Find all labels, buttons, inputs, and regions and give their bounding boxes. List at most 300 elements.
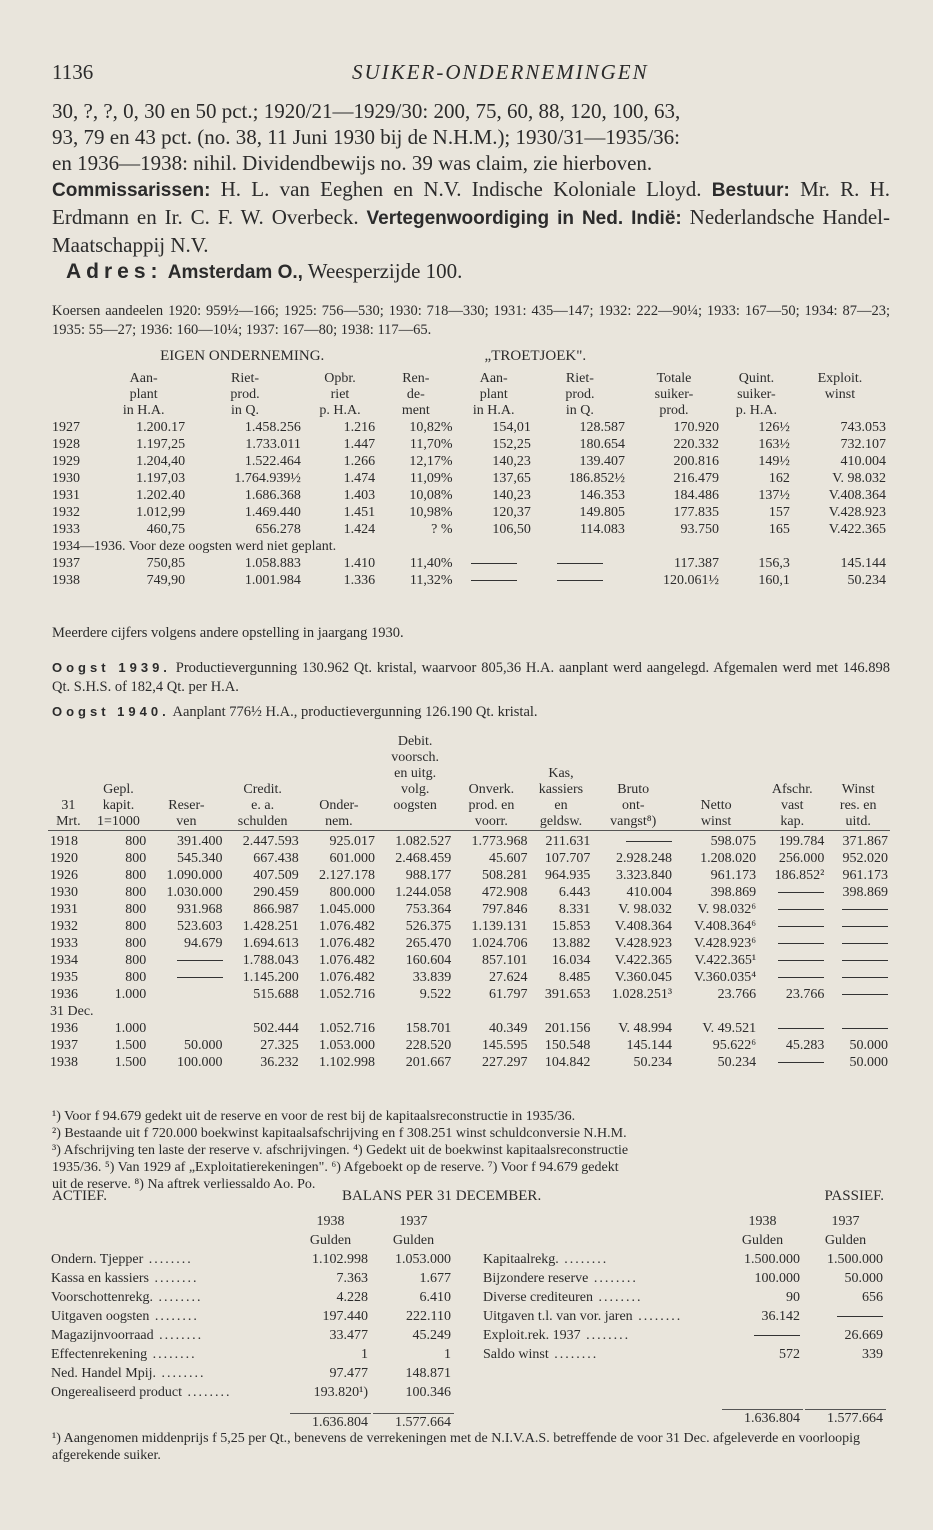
table-cell: 398.869 bbox=[842, 885, 888, 900]
balance-value: 26.669 bbox=[844, 1328, 883, 1343]
column-header: en bbox=[554, 798, 568, 813]
table-cell bbox=[758, 918, 826, 935]
table-cell bbox=[826, 986, 890, 1003]
table-cell: 391.653 bbox=[544, 987, 591, 1002]
leader-dots: ........ bbox=[147, 1347, 197, 1362]
table-cell bbox=[533, 572, 627, 589]
balance-row bbox=[48, 1308, 454, 1325]
table-cell: 1.076.482 bbox=[319, 953, 376, 968]
table-cell: 1.145.200 bbox=[242, 970, 299, 985]
balance-row bbox=[48, 1270, 454, 1287]
table-cell: 1932 bbox=[52, 505, 80, 520]
column-header: e. a. bbox=[251, 798, 275, 813]
table-cell: 1.090.000 bbox=[166, 868, 223, 883]
table-cell: 145.144 bbox=[840, 556, 886, 571]
column-header: Riet- prod. in Q. bbox=[565, 371, 595, 418]
table-cell: 1.424 bbox=[343, 522, 376, 537]
table-cell: 508.281 bbox=[482, 868, 528, 883]
balance-row bbox=[480, 1270, 886, 1287]
column-header bbox=[592, 750, 674, 766]
table-cell: 1.208.020 bbox=[700, 851, 757, 866]
table-cell: V. 98.032 bbox=[832, 471, 886, 486]
table-cell bbox=[455, 555, 533, 572]
dash-rule bbox=[778, 977, 824, 978]
leader-dots: ........ bbox=[558, 1252, 609, 1267]
column-header: kap. bbox=[780, 814, 805, 829]
leader-dots: ........ bbox=[580, 1328, 631, 1343]
table-cell: 1.522.464 bbox=[244, 454, 301, 469]
table-cell: 36.232 bbox=[260, 1055, 299, 1070]
table-cell: 165 bbox=[768, 522, 790, 537]
table-cell bbox=[826, 969, 890, 986]
table-cell: 1.000 bbox=[114, 1021, 147, 1036]
table-cell: 1.024.706 bbox=[471, 936, 528, 951]
table-cell: 866.987 bbox=[253, 902, 299, 917]
table-cell: V.422.365 bbox=[828, 522, 886, 537]
table-row bbox=[48, 986, 890, 1003]
column-header bbox=[674, 766, 758, 782]
table-cell: 27.624 bbox=[489, 970, 528, 985]
table-cell: 526.375 bbox=[405, 919, 452, 934]
table-cell: 107.707 bbox=[544, 851, 591, 866]
balance-value bbox=[722, 1327, 803, 1344]
table-cell: 1.500 bbox=[114, 1055, 147, 1070]
column-header: Mrt. bbox=[56, 814, 81, 829]
table-cell: 140,23 bbox=[492, 488, 531, 503]
table-cell: 11,40% bbox=[409, 556, 453, 571]
table-cell: 797.846 bbox=[482, 902, 528, 917]
balance-label: Magazijnvoorraad ........ bbox=[51, 1328, 204, 1343]
table-cell: 128.587 bbox=[579, 420, 625, 435]
table-row bbox=[48, 1054, 890, 1071]
table-cell: 126½ bbox=[758, 420, 790, 435]
table-cell: 1.045.000 bbox=[319, 902, 376, 917]
table-cell: 12,17% bbox=[409, 454, 453, 469]
dash-rule bbox=[177, 977, 223, 978]
column-header bbox=[48, 734, 89, 750]
table-cell: 186.852² bbox=[774, 868, 825, 883]
column-header bbox=[758, 766, 826, 782]
column-header: uitd. bbox=[845, 814, 871, 829]
balance-value: 33.477 bbox=[329, 1328, 368, 1343]
column-header: Reser- bbox=[168, 798, 205, 813]
balance-label: Ned. Handel Mpij. ........ bbox=[51, 1366, 206, 1381]
table-cell: 410.004 bbox=[840, 454, 886, 469]
table-cell: 2.468.459 bbox=[395, 851, 452, 866]
balance-value: 1 bbox=[361, 1347, 368, 1362]
column-header bbox=[592, 766, 674, 782]
column-header: Netto bbox=[700, 798, 732, 813]
column-header bbox=[225, 750, 301, 766]
column-header: ont- bbox=[621, 798, 645, 813]
column-header bbox=[592, 734, 674, 750]
leader-dots: ........ bbox=[632, 1309, 683, 1324]
table-cell: 154,01 bbox=[492, 420, 531, 435]
balance-value: 572 bbox=[779, 1347, 800, 1362]
leader-dots: ........ bbox=[588, 1271, 638, 1286]
column-header bbox=[826, 750, 890, 766]
table-cell: 50.234 bbox=[633, 1055, 673, 1070]
dash-rule bbox=[837, 1316, 883, 1317]
column-header bbox=[301, 734, 377, 750]
table-cell: 137,65 bbox=[492, 471, 531, 486]
table-cell: 201.667 bbox=[405, 1055, 452, 1070]
table-cell: 211.631 bbox=[545, 834, 591, 849]
table-cell: 1.403 bbox=[343, 488, 376, 503]
table-cell: 23.766 bbox=[785, 987, 825, 1002]
table-cell: 114.083 bbox=[579, 522, 625, 537]
table-row bbox=[50, 453, 888, 470]
table-cell: 460,75 bbox=[146, 522, 186, 537]
table-cell: 800 bbox=[125, 970, 147, 985]
table-cell: 1.773.968 bbox=[471, 834, 528, 849]
column-header bbox=[89, 734, 149, 750]
table-cell: 227.297 bbox=[482, 1055, 528, 1070]
table-cell: 1.410 bbox=[343, 556, 376, 571]
adres-city: Amsterdam O., bbox=[167, 262, 303, 283]
financial-table bbox=[48, 734, 890, 1071]
table-cell bbox=[455, 572, 533, 589]
table-cell: 523.603 bbox=[177, 919, 223, 934]
dash-rule bbox=[842, 960, 888, 961]
table-row bbox=[50, 555, 888, 572]
table-cell: 23.766 bbox=[717, 987, 757, 1002]
table-cell: 162 bbox=[768, 471, 790, 486]
column-header bbox=[758, 750, 826, 766]
table-cell bbox=[758, 969, 826, 986]
table-cell: 27.325 bbox=[260, 1038, 299, 1053]
column-header: 31 bbox=[61, 798, 76, 813]
table-cell: 964.935 bbox=[544, 868, 591, 883]
table-cell: 186.852½ bbox=[568, 471, 625, 486]
passief-label: PASSIEF. bbox=[824, 1188, 884, 1204]
table-cell: 1.012,99 bbox=[136, 505, 186, 520]
table-cell: 1.474 bbox=[343, 471, 376, 486]
table-cell: 16.034 bbox=[551, 953, 591, 968]
balance-value: 4.228 bbox=[336, 1290, 368, 1305]
table-row bbox=[50, 504, 888, 521]
table-cell: 1.197,03 bbox=[136, 471, 186, 486]
leader-dots: ........ bbox=[148, 1271, 199, 1286]
balance-value: 339 bbox=[862, 1347, 883, 1362]
table-cell bbox=[758, 901, 826, 918]
table-cell: 800 bbox=[125, 919, 147, 934]
table-cell: 1930 bbox=[52, 471, 80, 486]
table-cell: 146.353 bbox=[579, 488, 625, 503]
table-cell: 10,98% bbox=[409, 505, 453, 520]
leader-dots: ........ bbox=[153, 1328, 204, 1343]
balance-value: 97.477 bbox=[329, 1366, 368, 1381]
table-cell: 1935 bbox=[50, 970, 78, 985]
balance-value: 1.500.000 bbox=[827, 1252, 883, 1267]
table-cell: 1933 bbox=[52, 522, 80, 537]
column-header: vangst⁸) bbox=[610, 814, 657, 829]
footnotes: ¹) Voor f 94.679 gedekt uit de reserve en voor de rest bij de kapitaalsreconstructie in 1935/36. ²) Bestaande uit f 720.000 boekwinst kapitaalsafschrijving en f 308.251 winst schuldconversie N.H.M. ³) Afschrijving ten laste der reserve v. afschrijvingen. ⁴) Gedekt uit de boekwinst kapitaalsreconstructie 1935/36. ⁵) Van 1929 af „Exploitatierekeningen". ⁶) Afgeboekt op de reserve. ⁷) Voor f 94.679 gedekt uit de reserve. ⁸) Na aftrek verliessaldo Ao. Po. bbox=[52, 1109, 629, 1192]
column-header: schulden bbox=[237, 814, 288, 829]
table-cell: V.360.045 bbox=[614, 970, 673, 985]
column-header: Aan- plant in H.A. bbox=[472, 371, 515, 418]
balance-row bbox=[48, 1251, 454, 1268]
table-cell: 216.479 bbox=[673, 471, 719, 486]
balans-title: BALANS PER 31 DECEMBER. bbox=[342, 1188, 542, 1204]
table-cell: 1.447 bbox=[343, 437, 376, 452]
column-header bbox=[48, 782, 89, 798]
column-header: volg. bbox=[400, 782, 430, 797]
table-cell: 106,50 bbox=[492, 522, 531, 537]
total-passief-1938: 1.636.804 bbox=[722, 1409, 803, 1427]
dash-rule bbox=[626, 841, 672, 842]
total-passief-1937: 1.577.664 bbox=[805, 1409, 886, 1427]
balance-label: Voorschottenrekg. ........ bbox=[51, 1290, 203, 1305]
table-cell: 170.920 bbox=[673, 420, 719, 435]
column-header: Winst bbox=[841, 782, 875, 797]
column-header: vast bbox=[780, 798, 804, 813]
table-row bbox=[48, 935, 890, 952]
balance-label: Uitgaven t.l. van vor. jaren ........ bbox=[483, 1309, 683, 1324]
balance-label: Ondern. Tjepper ........ bbox=[51, 1252, 193, 1267]
table-cell: 1.451 bbox=[343, 505, 376, 520]
table-cell: 157 bbox=[768, 505, 790, 520]
leader-dots: ........ bbox=[593, 1290, 643, 1305]
table-cell: 11,32% bbox=[409, 573, 453, 588]
table-cell: 988.177 bbox=[405, 868, 452, 883]
balance-row bbox=[48, 1327, 454, 1344]
production-table bbox=[50, 348, 888, 589]
table-cell: 201.156 bbox=[544, 1021, 591, 1036]
column-header bbox=[148, 782, 224, 798]
table-cell: 1.244.058 bbox=[395, 885, 452, 900]
column-header: Onder- bbox=[319, 798, 359, 813]
table-cell: 800 bbox=[125, 936, 147, 951]
table-cell bbox=[758, 884, 826, 901]
gap-row: 1934—1936. Voor deze oogsten werd niet geplant. bbox=[52, 539, 337, 554]
table-cell: 515.688 bbox=[253, 987, 299, 1002]
table-cell bbox=[758, 952, 826, 969]
balance-label: Bijzondere reserve ........ bbox=[483, 1271, 638, 1286]
table-row bbox=[48, 918, 890, 935]
table-cell: 1.197,25 bbox=[136, 437, 186, 452]
table-cell: 800.000 bbox=[329, 885, 376, 900]
actief-label: ACTIEF. bbox=[52, 1188, 108, 1204]
table-cell: 1931 bbox=[50, 902, 78, 917]
table-row bbox=[48, 850, 890, 867]
column-header: nem. bbox=[325, 814, 353, 829]
table-cell: 800 bbox=[125, 868, 147, 883]
balance-value: 656 bbox=[862, 1290, 883, 1305]
column-header: Opbr. riet p. H.A. bbox=[319, 371, 361, 418]
balance-row bbox=[48, 1365, 454, 1382]
table-row bbox=[50, 487, 888, 504]
total-actief-1938: 1.636.804 bbox=[290, 1413, 371, 1431]
column-header: Credit. bbox=[243, 782, 282, 797]
table-cell: V.408.364 bbox=[614, 919, 673, 934]
column-header: prod. en bbox=[468, 798, 515, 813]
dash-rule bbox=[778, 1028, 824, 1029]
table-cell: 3.323.840 bbox=[616, 868, 673, 883]
table-cell: 410.004 bbox=[626, 885, 673, 900]
table-cell: 1936 bbox=[50, 987, 78, 1002]
table-cell: 228.520 bbox=[405, 1038, 452, 1053]
table-cell: 391.400 bbox=[177, 834, 223, 849]
table-cell bbox=[826, 901, 890, 918]
table-cell: 1.102.998 bbox=[319, 1055, 376, 1070]
column-header bbox=[826, 734, 890, 750]
balans-actief: 1938 1937 Gulden Gulden Ondern. Tjepper ........ 1.102.998 1.053.000 Kassa en kassiers ........ 7.363 1.677 Voorschottenrekg. ........ 4.228 6.410 Uitgaven oogsten ........ 197.440 222.110 Magazijnvoorraad ........ 33.477 45.249 Effectenrekening ........ 1 1 Ned. Handel Mpij. ........ 97.477 148.871 Ongerealiseerd product ........ 193.820¹) 100.346 1.636.804 1.577.664 bbox=[46, 1211, 456, 1433]
table-cell: 6.443 bbox=[558, 885, 591, 900]
table-cell: 104.842 bbox=[544, 1055, 591, 1070]
column-header: geldsw. bbox=[539, 814, 583, 829]
dash-rule bbox=[778, 926, 824, 927]
table-cell: 1.733.011 bbox=[245, 437, 301, 452]
table-cell: 220.332 bbox=[673, 437, 719, 452]
table-cell: 152,25 bbox=[492, 437, 531, 452]
table-cell: ? % bbox=[431, 522, 453, 537]
table-cell: 93.750 bbox=[680, 522, 719, 537]
column-header: Quint. suiker- p. H.A. bbox=[735, 371, 778, 418]
table-cell: 1926 bbox=[50, 868, 78, 883]
table-row bbox=[48, 867, 890, 884]
table-cell: 1937 bbox=[52, 556, 80, 571]
column-header: Totale suiker- prod. bbox=[654, 371, 694, 418]
table-cell: V. 98.032 bbox=[618, 902, 673, 917]
column-header bbox=[89, 750, 149, 766]
table-cell: 1938 bbox=[50, 1055, 78, 1070]
table-cell: 256.000 bbox=[778, 851, 825, 866]
running-title: SUIKER-ONDERNEMINGEN bbox=[352, 60, 649, 84]
table-cell: 8.485 bbox=[558, 970, 591, 985]
column-header bbox=[674, 734, 758, 750]
column-header bbox=[148, 766, 224, 782]
table-cell: 1.694.613 bbox=[242, 936, 299, 951]
table-cell: 753.364 bbox=[405, 902, 452, 917]
table-cell: 1.028.251³ bbox=[611, 987, 673, 1002]
column-header bbox=[453, 766, 529, 782]
table-cell: 1928 bbox=[52, 437, 80, 452]
balance-label: Ongerealiseerd product ........ bbox=[51, 1385, 232, 1400]
balance-row bbox=[480, 1289, 886, 1306]
table-cell: 10,08% bbox=[409, 488, 453, 503]
table-cell: 13.882 bbox=[551, 936, 591, 951]
table-cell: 117.387 bbox=[673, 556, 719, 571]
table-cell: 1.139.131 bbox=[471, 919, 528, 934]
table-cell: 1930 bbox=[50, 885, 78, 900]
table-cell: 1.686.368 bbox=[244, 488, 301, 503]
table-cell: 40.349 bbox=[489, 1021, 528, 1036]
table-cell: 100.000 bbox=[177, 1055, 223, 1070]
table-cell bbox=[148, 986, 224, 1003]
table-row bbox=[48, 1037, 890, 1054]
balance-row bbox=[480, 1327, 886, 1344]
table-cell bbox=[758, 1054, 826, 1071]
table-cell: 749,90 bbox=[146, 573, 186, 588]
table-cell: 1927 bbox=[52, 420, 80, 435]
vertegenwoordiging-label: Vertegenwoordiging in Ned. Indië: bbox=[366, 208, 682, 229]
balance-value: 6.410 bbox=[419, 1290, 451, 1305]
table-cell: 1.076.482 bbox=[319, 919, 376, 934]
column-header: voorr. bbox=[474, 814, 508, 829]
column-header: kapit. bbox=[102, 798, 135, 813]
dec-label: 31 Dec. bbox=[50, 1004, 94, 1019]
leader-dots: ........ bbox=[153, 1290, 203, 1305]
table-cell: 1.458.256 bbox=[244, 420, 301, 435]
balance-value: 193.820¹) bbox=[313, 1385, 368, 1400]
table-cell: 931.968 bbox=[177, 902, 223, 917]
table-cell bbox=[826, 1020, 890, 1037]
balance-value: 7.363 bbox=[336, 1271, 368, 1286]
balance-label: Kapitaalrekg. ........ bbox=[483, 1252, 609, 1267]
table-row bbox=[48, 833, 890, 850]
table-cell: V. 98.032⁶ bbox=[697, 902, 757, 917]
table-cell: 10,82% bbox=[409, 420, 453, 435]
column-header bbox=[148, 750, 224, 766]
table-cell: V.428.923⁶ bbox=[693, 936, 757, 951]
table-cell bbox=[592, 833, 674, 850]
column-header: Afschr. bbox=[771, 782, 813, 797]
table-cell: 925.017 bbox=[329, 834, 376, 849]
table-cell: 200.816 bbox=[673, 454, 719, 469]
dash-rule bbox=[557, 563, 603, 564]
table-cell: 961.173 bbox=[842, 868, 888, 883]
table-cell: 371.867 bbox=[842, 834, 888, 849]
column-header: winst bbox=[700, 814, 732, 829]
table-cell: 120,37 bbox=[492, 505, 531, 520]
bestuur-label: Bestuur: bbox=[711, 180, 790, 201]
table-row bbox=[50, 521, 888, 538]
table-cell: 184.486 bbox=[673, 488, 719, 503]
balance-value: 100.346 bbox=[405, 1385, 451, 1400]
table-cell: 150.548 bbox=[544, 1038, 591, 1053]
balance-row bbox=[480, 1251, 886, 1268]
table-cell bbox=[758, 935, 826, 952]
table-cell: 137½ bbox=[758, 488, 790, 503]
table-cell: 1938 bbox=[52, 573, 80, 588]
page-header bbox=[52, 60, 882, 90]
table-cell: 800 bbox=[125, 834, 147, 849]
table-cell: 732.107 bbox=[840, 437, 886, 452]
table-cell: 2.928.248 bbox=[616, 851, 673, 866]
table-cell: V.422.365 bbox=[614, 953, 673, 968]
dash-rule bbox=[557, 580, 603, 581]
column-header: Onverk. bbox=[468, 782, 515, 797]
column-header bbox=[530, 734, 593, 750]
column-header: Aan- plant in H.A. bbox=[122, 371, 165, 418]
column-header: ven bbox=[176, 814, 197, 829]
table-cell: 15.853 bbox=[551, 919, 591, 934]
table-row bbox=[48, 884, 890, 901]
balance-row bbox=[48, 1289, 454, 1306]
table-cell: 50.234 bbox=[847, 573, 886, 588]
table-row bbox=[50, 470, 888, 487]
balance-value: 1 bbox=[444, 1347, 451, 1362]
table-note: Meerdere cijfers volgens andere opstelling in jaargang 1930. bbox=[52, 625, 404, 641]
table-cell: 163½ bbox=[758, 437, 790, 452]
table-cell: V.428.923 bbox=[614, 936, 673, 951]
table-cell: V. 48.994 bbox=[618, 1021, 673, 1036]
table-cell: 952.020 bbox=[842, 851, 888, 866]
column-header bbox=[453, 734, 529, 750]
leader-dots: ........ bbox=[155, 1366, 206, 1381]
table-cell: 1932 bbox=[50, 919, 78, 934]
table-cell: 1920 bbox=[50, 851, 78, 866]
table-row bbox=[50, 419, 888, 436]
column-header bbox=[48, 766, 89, 782]
balance-value: 148.871 bbox=[405, 1366, 451, 1381]
group-eigen: EIGEN ONDERNEMING. bbox=[160, 348, 325, 364]
table-cell: V.408.364 bbox=[828, 488, 886, 503]
dash-rule bbox=[842, 943, 888, 944]
column-header bbox=[301, 750, 377, 766]
balans-passief: 1938 1937 Gulden Gulden Kapitaalrekg. ........ 1.500.000 1.500.000 Bijzondere reserve ........ 100.000 50.000 Diverse crediteuren ........ 90 656 Uitgaven t.l. van vor. jaren ........ 36.142 Exploit.rek. 1937 ........ 26.669 Saldo winst ........ 572 339 1.636.804 1.577.664 bbox=[478, 1211, 888, 1429]
